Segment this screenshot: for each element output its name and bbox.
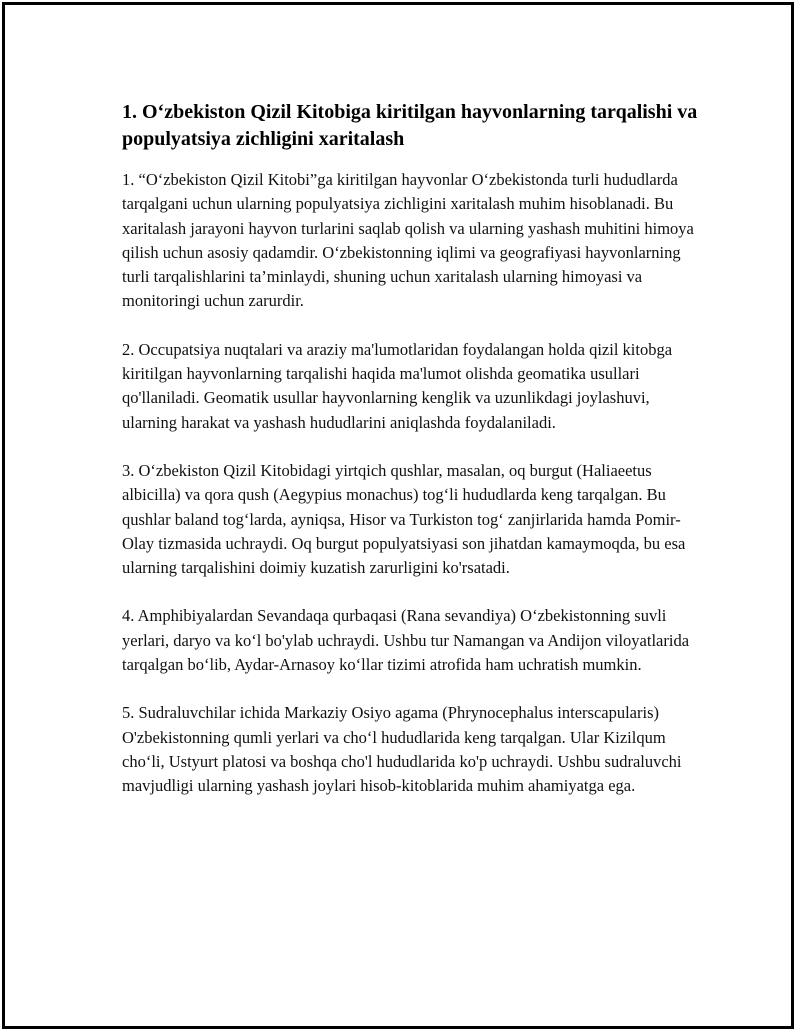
document-body	[122, 99, 702, 823]
page-frame	[2, 2, 794, 1029]
paragraph-3: 3. O‘zbekiston Qizil Kitobidagi yirtqich qushlar, masalan, oq burgut (Haliaeetus albicilla) va qora qush (Aegypius monachus) tog‘li hududlarda keng tarqalgan. Bu qushlar baland tog‘larda, ayniqsa, Hisor va Turkiston tog‘ zanjirlarida hamda Pomir-Olay tizmasida uchraydi. Oq burgut populyatsiyasi son jihatdan kamaymoqda, bu esa ularning tarqalishini doimiy kuzatish zarurligini ko'rsatadi.	[122, 460, 686, 578]
paragraph-4: 4. Amphibiyalardan Sevandaqa qurbaqasi (Rana sevandiya) O‘zbekistonning suvli yerlari, daryo va ko‘l bo'ylab uchraydi. Ushbu tur Namangan va Andijon viloyatlarida tarqalgan bo‘lib, Aydar-Arnasoy ko‘llar tizimi atrofida ham uchratish mumkin.	[122, 606, 690, 675]
paragraph-2: 2. Occupatsiya nuqtalari va araziy ma'lumotlaridan foydalangan holda qizil kitobga kiritilgan hayvonlarning tarqalishi haqida ma'lumot olishda geomatika usullari qo'llaniladi. Geomatik usullar hayvonlarning kenglik va uzunlikdagi joylashuvi, ularning harakat va yashash hududlarini aniqlashda foydalaniladi.	[122, 339, 673, 432]
document-title: 1. O‘zbekiston Qizil Kitobiga kiritilgan hayvonlarning tarqalishi va populyatsiya zichligini xaritalash	[122, 101, 698, 150]
paragraph-1: 1. “O‘zbekiston Qizil Kitobi”ga kiritilgan hayvonlar O‘zbekistonda turli hududlarda tarqalgani uchun ularning populyatsiya zichligini xaritalash muhim hisoblanadi. Bu xaritalash jarayoni hayvon turlarini saqlab qolish va ularning yashash muhitini himoya qilish uchun asosiy qadamdir. O‘zbekistonning iqlimi va geografiyasi hayvonlarning turli tarqalishlarini ta’minlaydi, shuning uchun xaritalash ularning himoyasi va monitoringi uchun zarurdir.	[122, 170, 694, 311]
paragraph-5: 5. Sudraluvchilar ichida Markaziy Osiyo agama (Phrynocephalus interscapularis) O'zbekistonning qumli yerlari va cho‘l hududlarida keng tarqalgan. Ular Kizilqum cho‘li, Ustyurt platosi va boshqa cho'l hududlarida ko'p uchraydi. Ushbu sudraluvchi mavjudligi ularning yashash joylari hisob-kitoblarida muhim ahamiyatga ega.	[122, 703, 682, 796]
